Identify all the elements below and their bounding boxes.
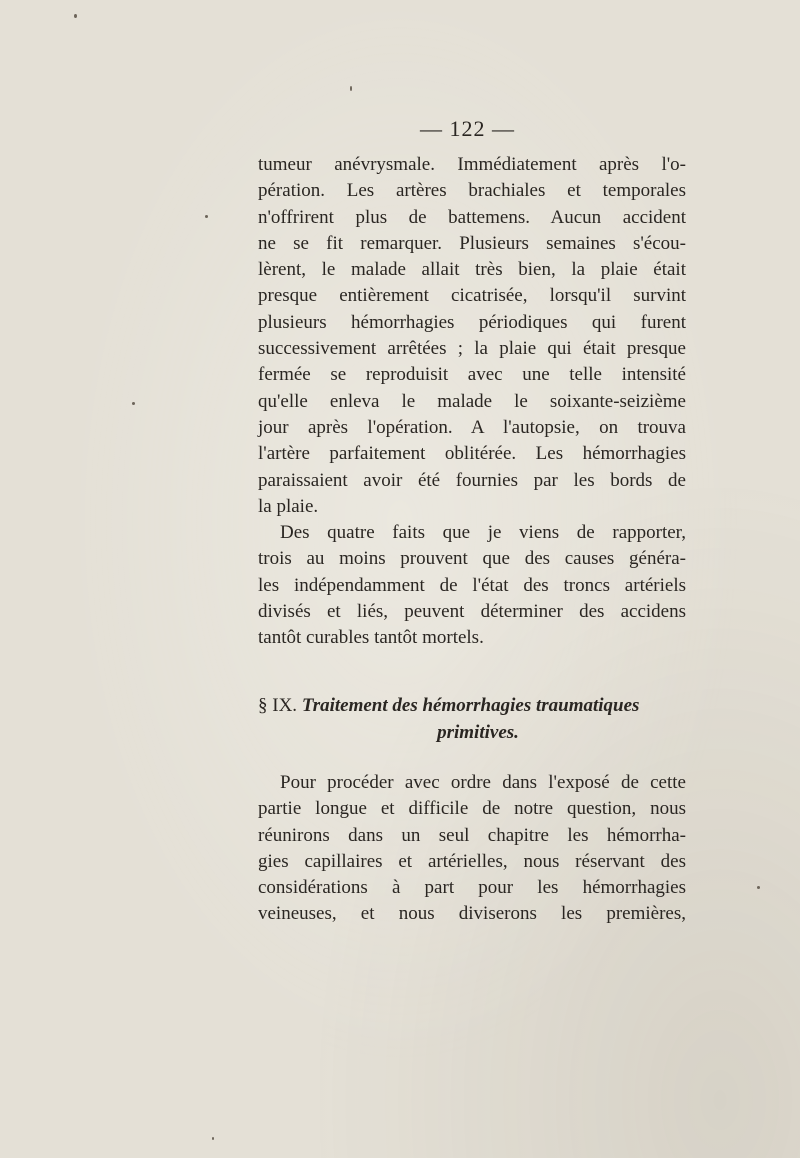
text-line: les indépendamment de l'état des troncs artériels	[258, 574, 686, 596]
text-line: qu'elle enleva le malade le soixante-seizième	[258, 390, 686, 412]
text-line: paraissaient avoir été fournies par les bords de	[258, 469, 686, 491]
paragraph-2	[258, 520, 686, 651]
text-line: tumeur anévrysmale. Immédiatement après l'o-	[258, 154, 686, 175]
section-heading-line-1	[258, 692, 698, 719]
section-title-continued: primitives.	[437, 722, 519, 743]
text-line: veineuses, et nous diviserons les premières,	[258, 903, 686, 925]
paragraph-3	[258, 770, 686, 928]
section-number: § IX.	[258, 695, 298, 716]
text-line: la plaie.	[258, 495, 319, 517]
text-line: jour après l'opération. A l'autopsie, on trouva	[258, 416, 686, 438]
text-line: gies capillaires et artérielles, nous réservant des	[258, 850, 686, 872]
section-title: Traitement des hémorrhagies traumatiques	[301, 695, 640, 716]
text-line: Des quatre faits que je viens de rapporter,	[280, 522, 686, 544]
section-heading	[258, 692, 698, 746]
text-line: divisés et liés, peuvent déterminer des accidens	[258, 601, 686, 623]
text-line: Pour procéder avec ordre dans l'exposé de cette	[280, 772, 686, 793]
body-text-top	[258, 152, 686, 652]
text-line: l'artère parfaitement oblitérée. Les hémorrhagies	[258, 443, 686, 465]
text-line: trois au moins prouvent que des causes généra-	[258, 548, 686, 570]
text-line: considérations à part pour les hémorrhagies	[258, 877, 686, 899]
text-line: partie longue et difficile de notre question, nous	[258, 798, 686, 820]
page-number: — 122 —	[420, 116, 515, 141]
text-line: successivement arrêtées ; la plaie qui était presque	[258, 338, 686, 360]
text-line: fermée se reproduisit avec une telle intensité	[258, 364, 686, 386]
text-line: lèrent, le malade allait très bien, la plaie était	[258, 259, 686, 281]
text-line: presque entièrement cicatrisée, lorsqu'il survint	[258, 285, 686, 307]
text-line: n'offrirent plus de battemens. Aucun accident	[258, 206, 686, 228]
text-line: réunirons dans un seul chapitre les hémorrha-	[258, 824, 686, 846]
paragraph-1	[258, 152, 686, 520]
text-line: plusieurs hémorrhagies périodiques qui furent	[258, 311, 686, 333]
text-line: pération. Les artères brachiales et temporales	[258, 180, 686, 202]
text-line: ne se fit remarquer. Plusieurs semaines s'écou-	[258, 232, 686, 254]
body-text-bottom	[258, 770, 686, 928]
text-line: tantôt curables tantôt mortels.	[258, 627, 484, 649]
